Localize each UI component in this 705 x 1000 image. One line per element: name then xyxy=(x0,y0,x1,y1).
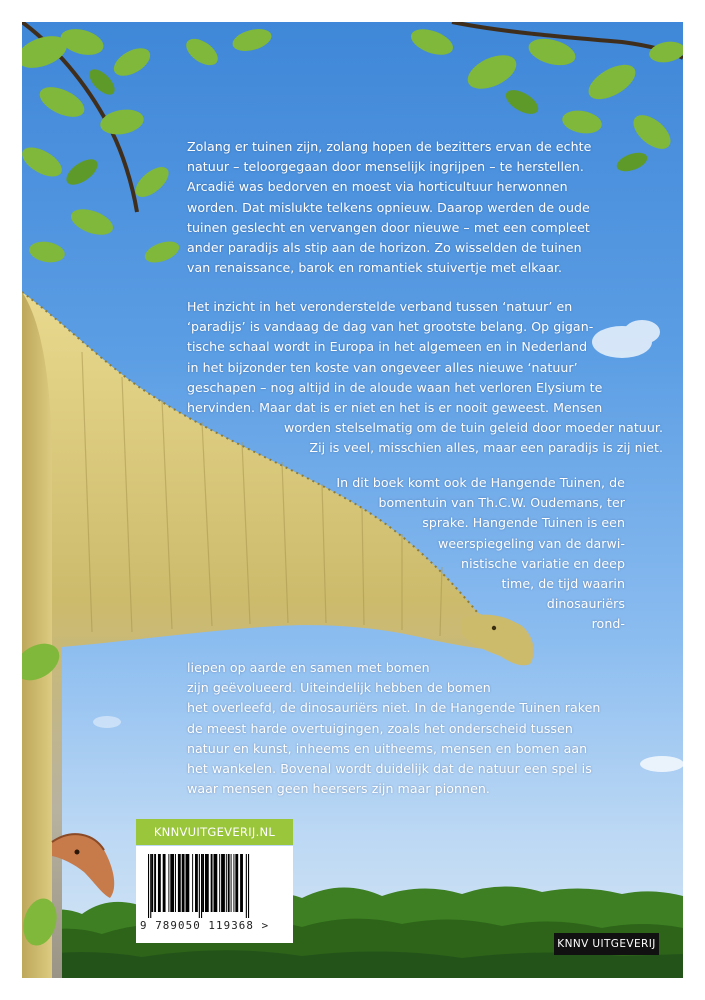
text-line: sprake. Hangende Tuinen is een xyxy=(422,515,625,531)
text-line: worden. Dat mislukte telkens opnieuw. Daarop werden de oude xyxy=(187,199,590,215)
blurb-paragraph-1 xyxy=(187,137,667,278)
text-line: liepen op aarde en samen met bomen xyxy=(187,660,430,675)
text-line: het overleefd, de dinosauriërs niet. In de Hangende Tuinen raken xyxy=(187,700,601,716)
text-line: waar mensen geen heersers zijn maar pionnen. xyxy=(187,781,490,797)
website-label: KNNVUITGEVERIJ.NL xyxy=(136,819,293,845)
blurb-paragraph-4 xyxy=(187,658,663,799)
text-line: in het bijzonder ten koste van ongeveer alles nieuwe ‘natuur’ xyxy=(187,359,578,375)
text-line: de meest harde overtuigingen, zoals het onderscheid tussen xyxy=(187,720,573,736)
text-line: natuur en kunst, inheems en uitheems, mensen en bomen aan xyxy=(187,740,588,756)
back-cover xyxy=(22,22,683,978)
text-line: Het inzicht in het veronderstelde verband tussen ‘natuur’ en xyxy=(187,299,573,314)
text-line: ander paradijs als stip aan de horizon. Zo wisselden de tuinen xyxy=(187,240,582,256)
text-line: In dit boek komt ook de Hangende Tuinen, de xyxy=(336,475,625,490)
text-line: zijn geëvolueerd. Uiteindelijk hebben de bomen xyxy=(187,680,491,696)
text-line: Zolang er tuinen zijn, zolang hopen de bezitters ervan de echte xyxy=(187,139,592,154)
text-line: nistische variatie en deep xyxy=(461,555,625,571)
text-line: worden stelselmatig om de tuin geleid door moeder natuur. xyxy=(284,420,663,436)
blurb-paragraph-2 xyxy=(187,297,663,459)
text-line: Arcadië was bedorven en moest via horticultuur herwonnen xyxy=(187,179,568,195)
text-line: time, de tijd waarin xyxy=(501,576,625,592)
barcode xyxy=(136,846,293,943)
text-line: tische schaal wordt in Europa in het algemeen en in Nederland xyxy=(187,339,588,355)
text-line: van renaissance, barok en romantiek stuivertje met elkaar. xyxy=(187,260,563,276)
isbn-number: 9 789050 119368 > xyxy=(140,919,270,932)
text-line: tuinen geslecht en vervangen door nieuwe – met een compleet xyxy=(187,219,590,235)
text-line: geschapen – nog altijd in de aloude waan het verloren Elysium te xyxy=(187,379,603,395)
barcode-bars xyxy=(146,854,283,918)
text-line: weerspiegeling van de darwi- xyxy=(437,535,625,551)
text-line: hervinden. Maar dat is er niet en het is er nooit geweest. Mensen xyxy=(187,400,603,416)
text-line: rond- xyxy=(591,616,625,632)
text-line: natuur – teloorgegaan door menselijk ingrijpen – te herstellen. xyxy=(187,159,584,175)
publisher-logo: KNNV UITGEVERIJ xyxy=(554,933,659,955)
text-line: het wankelen. Bovenal wordt duidelijk dat de natuur een spel is xyxy=(187,761,592,777)
blurb-paragraph-3 xyxy=(187,473,625,635)
text-line: Zij is veel, misschien alles, maar een paradijs is zij niet. xyxy=(309,440,663,456)
text-line: dinosauriërs xyxy=(546,596,625,612)
text-line: bomentuin van Th.C.W. Oudemans, ter xyxy=(378,495,625,511)
text-line: ‘paradijs’ is vandaag de dag van het grootste belang. Op gigan- xyxy=(187,319,594,335)
